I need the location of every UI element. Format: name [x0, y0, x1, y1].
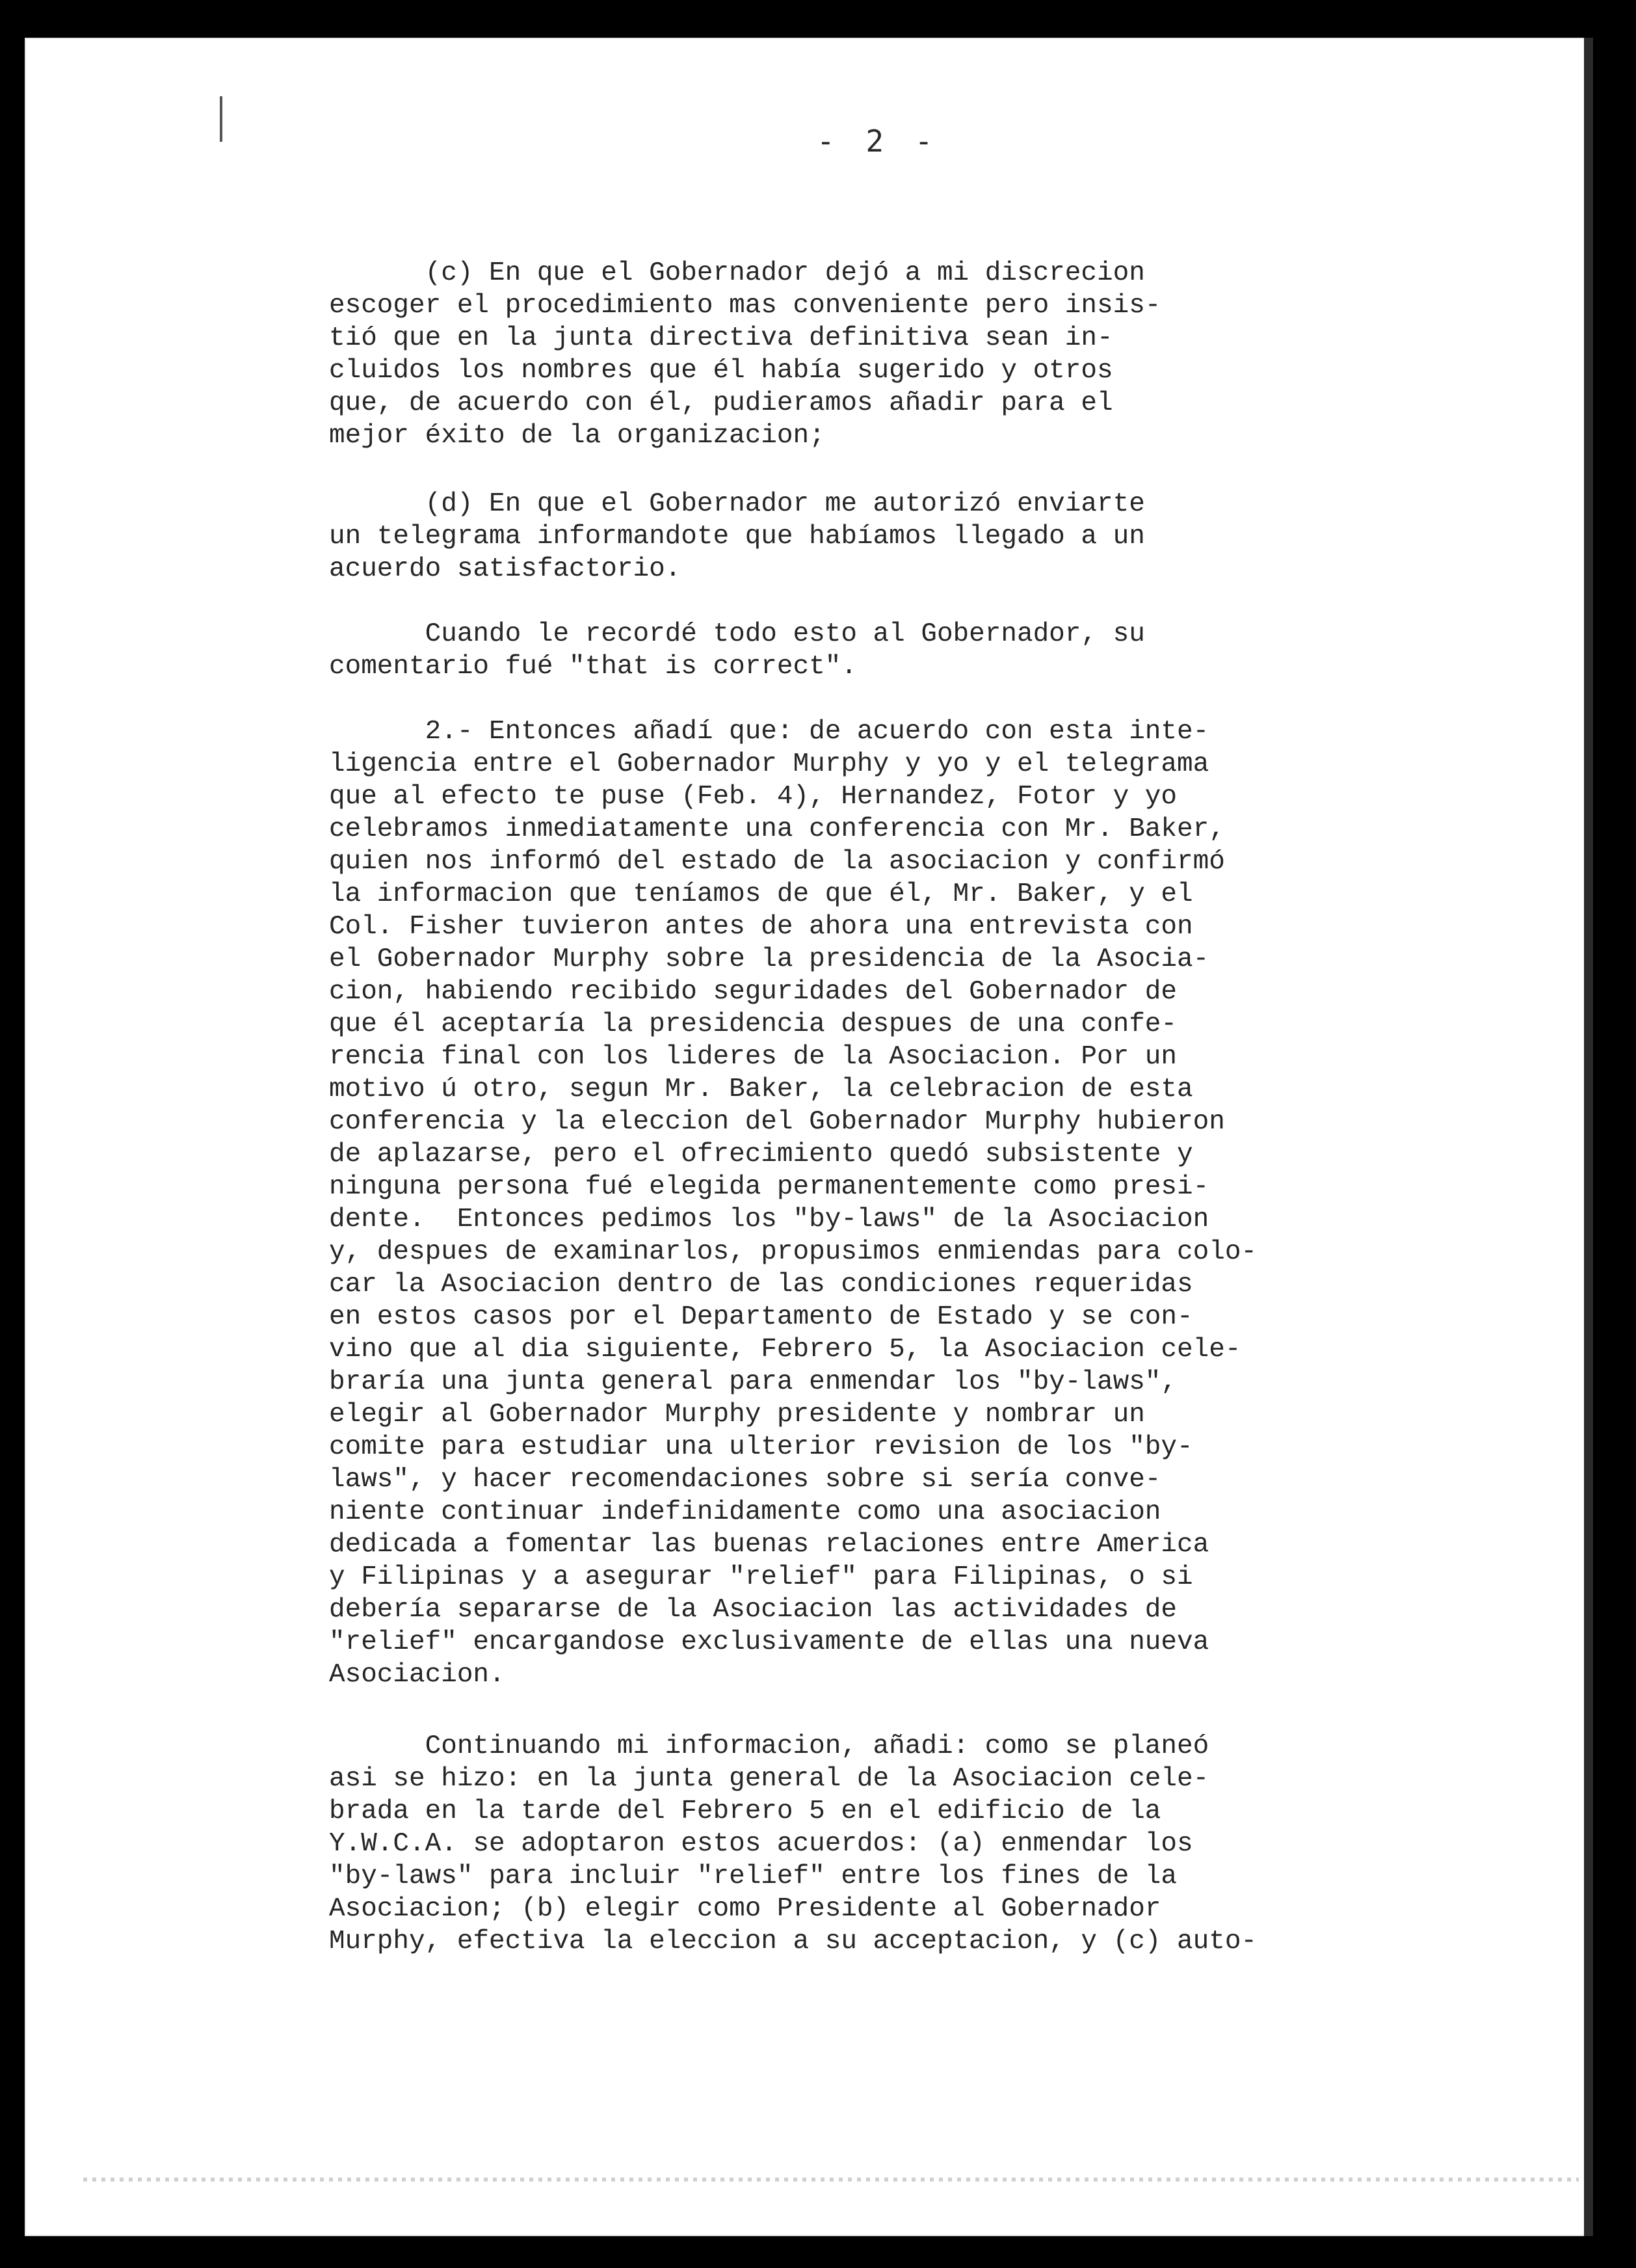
text-line: el Gobernador Murphy sobre la presidencia de la Asocia-	[329, 944, 1209, 974]
text-line: brada en la tarde del Febrero 5 en el edificio de la	[329, 1796, 1161, 1826]
text-line: un telegrama informandote que habíamos llegado a un	[329, 522, 1145, 552]
text-line: Asociacion.	[329, 1660, 505, 1690]
text-line: Continuando mi informacion, añadi: como se planeó	[329, 1731, 1209, 1761]
text-line: comite para estudiar una ulterior revision de los "by-	[329, 1432, 1193, 1462]
text-line: asi se hizo: en la junta general de la Asociacion cele-	[329, 1764, 1209, 1794]
text-line: mejor éxito de la organizacion;	[329, 421, 825, 451]
paragraph-d	[329, 488, 1145, 585]
text-line: Col. Fisher tuvieron antes de ahora una entrevista con	[329, 912, 1193, 942]
text-line: Cuando le recordé todo esto al Gobernador, su	[329, 619, 1145, 649]
text-line: rencia final con los lideres de la Asociacion. Por un	[329, 1042, 1178, 1072]
text-line: quien nos informó del estado de la asociacion y confirmó	[329, 847, 1225, 877]
paragraph-continuando	[329, 1730, 1257, 1958]
text-line: que, de acuerdo con él, pudieramos añadir para el	[329, 388, 1113, 418]
text-line: cluidos los nombres que él había sugerido y otros	[329, 356, 1113, 386]
text-line: de aplazarse, pero el ofrecimiento quedó subsistente y	[329, 1140, 1193, 1169]
paragraph-cuando	[329, 618, 1145, 683]
scan-artifact-bottom	[83, 2178, 1579, 2181]
text-line: (c) En que el Gobernador dejó a mi discrecion	[329, 258, 1145, 288]
text-line: escoger el procedimiento mas conveniente pero insis-	[329, 291, 1161, 321]
paragraph-c	[329, 257, 1161, 452]
paragraph-2	[329, 715, 1257, 1691]
text-line: car la Asociacion dentro de las condiciones requeridas	[329, 1270, 1193, 1300]
text-line: 2.- Entonces añadí que: de acuerdo con esta inte-	[329, 717, 1209, 747]
text-line: laws", y hacer recomendaciones sobre si sería conve-	[329, 1465, 1161, 1495]
text-line: que él aceptaría la presidencia despues de una confe-	[329, 1009, 1178, 1039]
text-line: vino que al dia siguiente, Febrero 5, la Asociacion cele-	[329, 1335, 1241, 1365]
text-line: Y.W.C.A. se adoptaron estos acuerdos: (a) enmendar los	[329, 1829, 1193, 1859]
page-edge-shadow	[1584, 38, 1593, 2236]
text-line: Murphy, efectiva la eleccion a su acceptacion, y (c) auto-	[329, 1927, 1258, 1956]
text-line: "relief" encargandose exclusivamente de ellas una nueva	[329, 1627, 1209, 1657]
text-line: celebramos inmediatamente una conferencia con Mr. Baker,	[329, 814, 1225, 844]
text-line: que al efecto te puse (Feb. 4), Hernandez, Fotor y yo	[329, 782, 1178, 812]
text-line: dente. Entonces pedimos los "by-laws" de la Asociacion	[329, 1205, 1209, 1234]
text-line: niente continuar indefinidamente como una asociacion	[329, 1497, 1161, 1527]
text-line: y Filipinas y a asegurar "relief" para Filipinas, o si	[329, 1562, 1193, 1592]
text-line: cion, habiendo recibido seguridades del Gobernador de	[329, 977, 1178, 1007]
text-line: braría una junta general para enmendar los "by-laws",	[329, 1367, 1178, 1397]
text-line: en estos casos por el Departamento de Estado y se con-	[329, 1302, 1193, 1332]
text-line: la informacion que teníamos de que él, Mr. Baker, y el	[329, 879, 1193, 909]
text-line: conferencia y la eleccion del Gobernador Murphy hubieron	[329, 1107, 1225, 1137]
text-line: ligencia entre el Gobernador Murphy y yo y el telegrama	[329, 749, 1209, 779]
text-line: comentario fué "that is correct".	[329, 652, 857, 682]
text-line: dedicada a fomentar las buenas relaciones entre America	[329, 1530, 1209, 1560]
scan-artifact	[220, 96, 222, 142]
text-line: motivo ú otro, segun Mr. Baker, la celebracion de esta	[329, 1074, 1193, 1104]
text-line: Asociacion; (b) elegir como Presidente al Gobernador	[329, 1894, 1161, 1924]
text-line: acuerdo satisfactorio.	[329, 554, 681, 584]
text-line: (d) En que el Gobernador me autorizó enviarte	[329, 489, 1145, 519]
text-line: "by-laws" para incluir "relief" entre los fines de la	[329, 1861, 1178, 1891]
text-line: tió que en la junta directiva definitiva sean in-	[329, 323, 1113, 353]
text-line: ninguna persona fué elegida permanentemente como presi-	[329, 1172, 1209, 1202]
text-line: elegir al Gobernador Murphy presidente y nombrar un	[329, 1400, 1145, 1430]
text-line: debería separarse de la Asociacion las actividades de	[329, 1595, 1178, 1625]
page-number: - 2 -	[817, 124, 940, 159]
text-line: y, despues de examinarlos, propusimos enmiendas para colo-	[329, 1237, 1258, 1267]
